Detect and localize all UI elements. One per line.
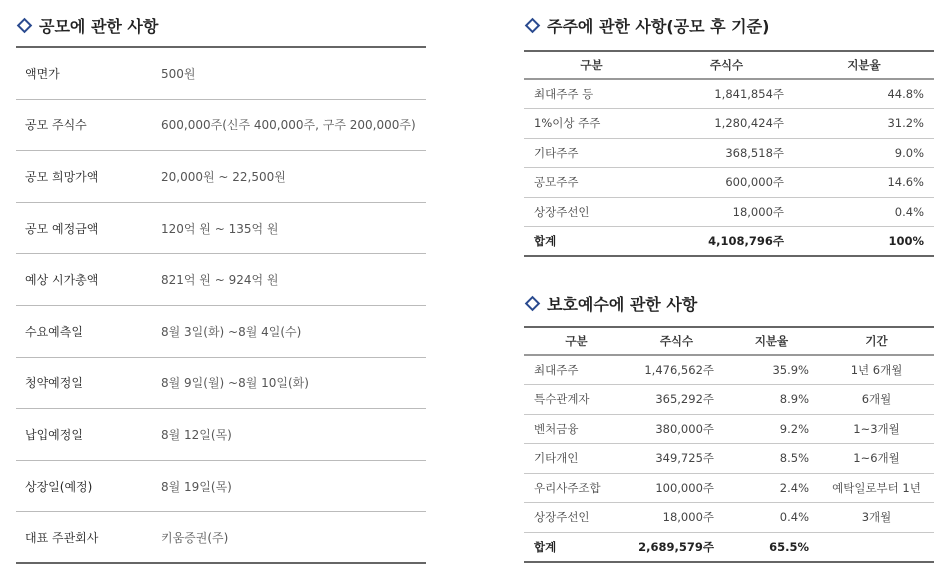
- table-row: [16, 512, 426, 564]
- row-label: 액면가: [25, 66, 60, 81]
- table-row: [16, 409, 426, 461]
- row-label: 청약예정일: [25, 376, 83, 391]
- column-header: 지분율: [794, 51, 934, 79]
- table-cell: 380,000주: [629, 414, 724, 444]
- table-row: [16, 203, 426, 255]
- row-label: 상장일(예정): [25, 479, 93, 494]
- row-label: 납입예정일: [25, 427, 83, 442]
- table-cell: 1년 6개월: [819, 355, 934, 385]
- table-row: [524, 444, 934, 474]
- table-cell: 8.9%: [724, 385, 819, 415]
- table-row: [16, 48, 426, 100]
- table-row: [524, 79, 934, 109]
- table-cell: 예탁일로부터 1년: [819, 473, 934, 503]
- row-value: 키움증권(주): [161, 530, 229, 545]
- table-cell: 9.2%: [724, 414, 819, 444]
- table-cell: 2,689,579주: [629, 532, 724, 562]
- column-header: 지분율: [724, 327, 819, 355]
- row-value: 8월 9일(월) ~8월 10일(화): [161, 376, 309, 391]
- table-cell: 18,000주: [659, 197, 794, 227]
- table-row: [524, 355, 934, 385]
- table-cell: 0.4%: [724, 503, 819, 533]
- ipo-section-title: [16, 14, 158, 37]
- table-row: [16, 254, 426, 306]
- row-label: 공모 예정금액: [25, 221, 99, 236]
- table-cell: 31.2%: [794, 109, 934, 139]
- table-cell: 상장주선인: [524, 503, 629, 533]
- row-value: 8월 3일(화) ~8월 4일(수): [161, 324, 302, 339]
- shareholders-section-title: [524, 14, 769, 37]
- total-row: [524, 227, 934, 257]
- table-cell: 기타주주: [524, 138, 659, 168]
- table-cell: 최대주주: [524, 355, 629, 385]
- table-cell: 1%이상 주주: [524, 109, 659, 139]
- table-cell: 100%: [794, 227, 934, 257]
- table-cell: 14.6%: [794, 168, 934, 198]
- table-cell: 368,518주: [659, 138, 794, 168]
- table-cell: 벤처금융: [524, 414, 629, 444]
- column-header: 주식수: [629, 327, 724, 355]
- lockup-table: [524, 326, 934, 563]
- row-label: 대표 주관회사: [25, 530, 99, 545]
- table-row: [524, 503, 934, 533]
- table-cell: 600,000주: [659, 168, 794, 198]
- table-cell: 공모주주: [524, 168, 659, 198]
- row-value: 500원: [161, 66, 196, 81]
- table-cell: 상장주선인: [524, 197, 659, 227]
- shareholders-title-text: 주주에 관한 사항(공모 후 기준): [547, 17, 770, 36]
- table-cell: 18,000주: [629, 503, 724, 533]
- table-cell: 9.0%: [794, 138, 934, 168]
- column-header: 기간: [819, 327, 934, 355]
- table-cell: 2.4%: [724, 473, 819, 503]
- table-row: [16, 306, 426, 358]
- table-row: [524, 385, 934, 415]
- table-cell: 우리사주조합: [524, 473, 629, 503]
- row-label: 수요예측일: [25, 324, 83, 339]
- table-row: [16, 151, 426, 203]
- table-row: [524, 414, 934, 444]
- table-cell: 100,000주: [629, 473, 724, 503]
- table-row: [16, 461, 426, 513]
- table-cell: 65.5%: [724, 532, 819, 562]
- row-label: 예상 시가총액: [25, 273, 99, 288]
- table-cell: 365,292주: [629, 385, 724, 415]
- column-header: 구분: [524, 51, 659, 79]
- row-value: 20,000원 ~ 22,500원: [161, 169, 286, 184]
- diamond-icon: [525, 296, 541, 312]
- table-row: [524, 473, 934, 503]
- table-cell: [819, 532, 934, 562]
- table-header-row: [524, 327, 934, 355]
- ipo-title-text: 공모에 관한 사항: [39, 17, 159, 36]
- table-cell: 44.8%: [794, 79, 934, 109]
- table-cell: 1~3개월: [819, 414, 934, 444]
- row-value: 8월 19일(목): [161, 479, 232, 494]
- row-label: 공모 주식수: [25, 118, 87, 133]
- ipo-table: [16, 46, 426, 564]
- row-value: 821억 원 ~ 924억 원: [161, 273, 279, 288]
- table-cell: 6개월: [819, 385, 934, 415]
- row-value: 120억 원 ~ 135억 원: [161, 221, 279, 236]
- table-cell: 1~6개월: [819, 444, 934, 474]
- table-cell: 최대주주 등: [524, 79, 659, 109]
- row-value: 8월 12일(목): [161, 427, 232, 442]
- table-row: [16, 100, 426, 152]
- diamond-icon: [17, 18, 33, 34]
- table-row: [524, 109, 934, 139]
- table-row: [524, 138, 934, 168]
- table-cell: 합계: [524, 227, 659, 257]
- column-header: 주식수: [659, 51, 794, 79]
- table-cell: 349,725주: [629, 444, 724, 474]
- row-value: 600,000주(신주 400,000주, 구주 200,000주): [161, 118, 416, 133]
- table-cell: 1,476,562주: [629, 355, 724, 385]
- column-header: 구분: [524, 327, 629, 355]
- total-row: [524, 532, 934, 562]
- table-row: [524, 197, 934, 227]
- row-label: 공모 희망가액: [25, 169, 99, 184]
- lockup-section-title: [524, 292, 697, 315]
- table-cell: 8.5%: [724, 444, 819, 474]
- table-cell: 4,108,796주: [659, 227, 794, 257]
- table-cell: 합계: [524, 532, 629, 562]
- table-cell: 기타개인: [524, 444, 629, 474]
- table-cell: 1,841,854주: [659, 79, 794, 109]
- table-header-row: [524, 51, 934, 79]
- table-row: [524, 168, 934, 198]
- diamond-icon: [525, 18, 541, 34]
- table-cell: 3개월: [819, 503, 934, 533]
- table-cell: 1,280,424주: [659, 109, 794, 139]
- table-row: [16, 358, 426, 410]
- table-cell: 35.9%: [724, 355, 819, 385]
- table-cell: 특수관계자: [524, 385, 629, 415]
- table-cell: 0.4%: [794, 197, 934, 227]
- lockup-title-text: 보호예수에 관한 사항: [547, 295, 698, 314]
- shareholders-table: [524, 50, 934, 257]
